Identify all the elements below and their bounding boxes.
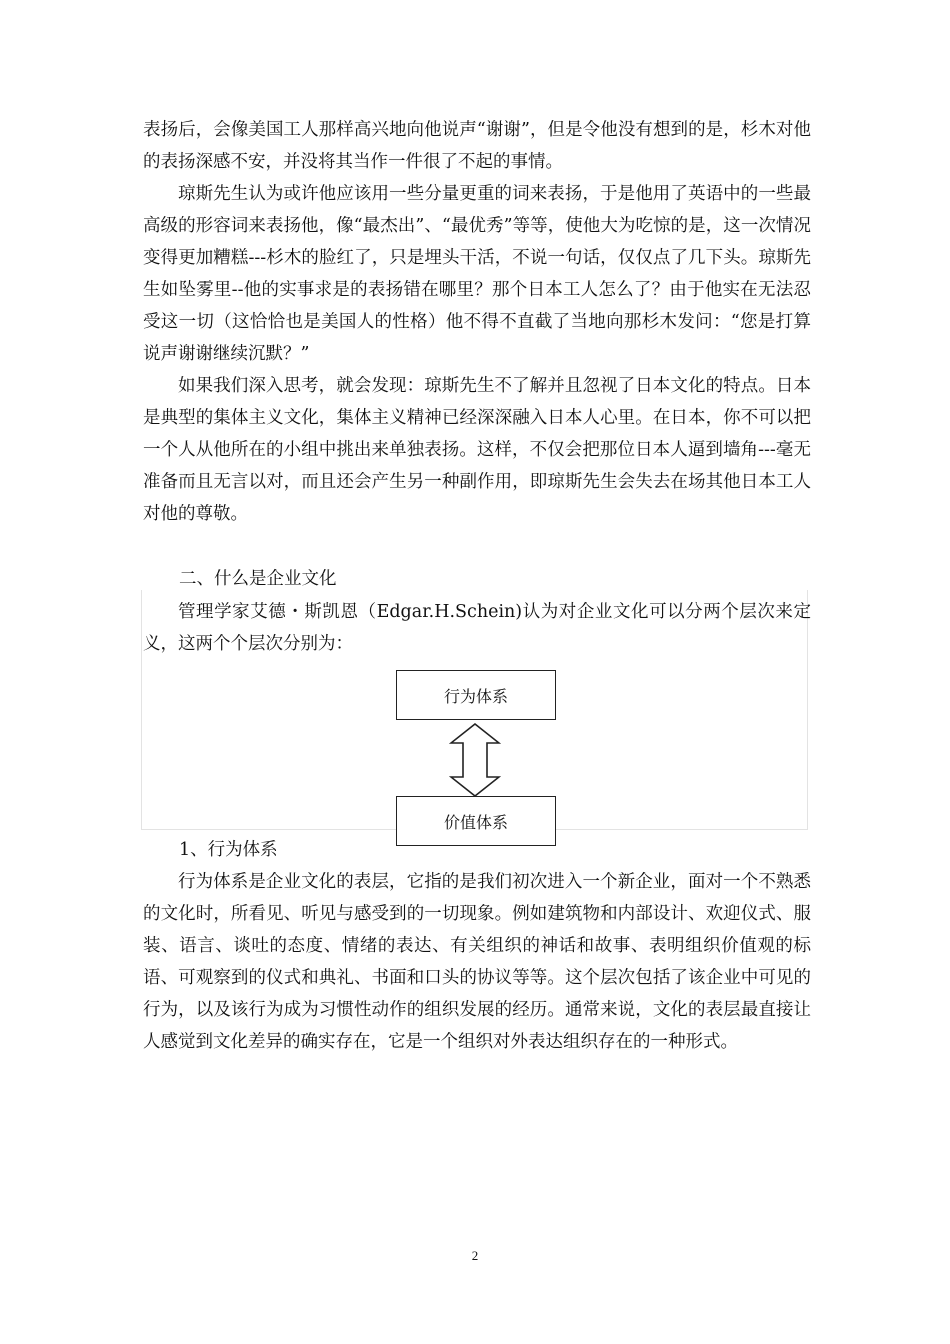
double-arrow-vertical-icon bbox=[449, 723, 501, 797]
diagram-box-label: 价值体系 bbox=[443, 812, 508, 832]
diagram-box-value-system bbox=[396, 796, 556, 846]
paragraph-jones-praise: 琼斯先生认为或许他应该用一些分量更重的词来表扬，于是他用了英语中的一些最高级的形容词来表扬他，像“最杰出”、“最优秀”等等，使他大为吃惊的是，这一次情况变得更加糟糕---杉木的脸红了，只是埋头干活，不说一句话，仅仅点了几下头。琼斯先生如坠雾里--他的实事求是的表扬错在哪里？那个日本工人怎么了？由于他实在无法忍受这一切（这恰恰也是美国人的性格）他不得不直截了当地向那杉木发问：“您是打算说声谢谢继续沉默？” bbox=[143, 184, 811, 364]
paragraph-schein-definition: 管理学家艾德・斯凯恩（Edgar.H.Schein)认为对企业文化可以分两个层次来定义，这两个个层次分别为： bbox=[143, 602, 811, 654]
subsection-heading-behavior-system: 1、行为体系 bbox=[179, 840, 278, 860]
diagram-box-label: 行为体系 bbox=[443, 686, 508, 706]
section-heading-what-is-corporate-culture: 二、什么是企业文化 bbox=[179, 569, 337, 589]
diagram-box-behavior-system bbox=[396, 670, 556, 720]
paragraph-behavior-system: 行为体系是企业文化的表层，它指的是我们初次进入一个新企业，面对一个不熟悉的文化时，所看见、听见与感受到的一切现象。例如建筑物和内部设计、欢迎仪式、服装、语言、谈吐的态度、情绪的表达、有关组织的神话和故事、表明组织价值观的标语、可观察到的仪式和典礼、书面和口头的协议等等。这个层次包括了该企业中可见的行为，以及该行为成为习惯性动作的组织发展的经历。通常来说，文化的表层最直接让人感觉到文化差异的确实存在，它是一个组织对外表达组织存在的一种形式。 bbox=[143, 872, 811, 1052]
paragraph-analysis: 如果我们深入思考，就会发现：琼斯先生不了解并且忽视了日本文化的特点。日本是典型的集体主义文化，集体主义精神已经深深融入日本人心里。在日本，你不可以把一个人从他所在的小组中挑出来单独表扬。这样，不仅会把那位日本人逼到墙角---毫无准备而且无言以对，而且还会产生另一种副作用，即琼斯先生会失去在场其他日本工人对他的尊敬。 bbox=[143, 376, 811, 524]
page-number: 2 bbox=[471, 1248, 479, 1263]
paragraph-continued: 表扬后，会像美国工人那样高兴地向他说声“谢谢”，但是令他没有想到的是，杉木对他的表扬深感不安，并没将其当作一件很了不起的事情。 bbox=[143, 120, 811, 172]
